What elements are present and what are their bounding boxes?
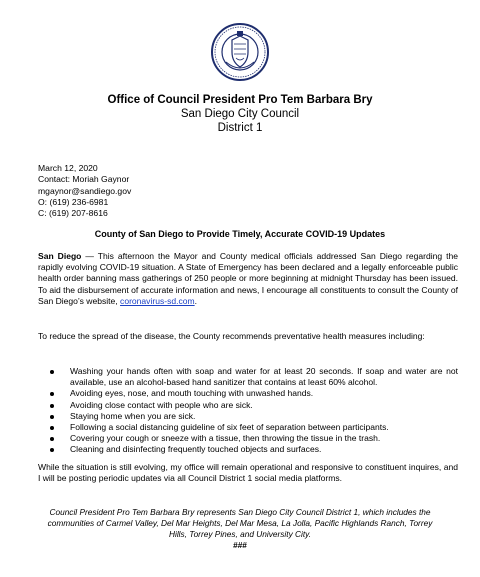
city-seal-icon xyxy=(210,22,270,82)
measures-list xyxy=(38,366,458,456)
end-mark: ### xyxy=(233,540,247,550)
list-item xyxy=(38,444,458,455)
district-name: District 1 xyxy=(217,122,263,134)
bullet-icon xyxy=(50,448,54,452)
bullet-icon xyxy=(50,392,54,396)
list-item-text: Staying home when you are sick. xyxy=(70,410,196,421)
intro-end: . xyxy=(194,295,197,306)
list-item xyxy=(38,411,458,422)
bullet-icon xyxy=(50,415,54,419)
county-website-link[interactable]: coronavirus-sd.com xyxy=(120,295,195,306)
cell-phone: C: (619) 207-8616 xyxy=(38,208,108,219)
list-item xyxy=(38,400,458,411)
list-item-text: Washing your hands often with soap and water for at least 20 seconds. If soap and water are not available, use an alcohol-based hand sanitizer that contains at least 60% alcohol. xyxy=(70,366,458,388)
list-item-text: Covering your cough or sneeze with a tissue, then throwing the tissue in the trash. xyxy=(70,433,381,444)
bullet-icon xyxy=(50,404,54,408)
list-item-text: Avoiding close contact with people who are sick. xyxy=(70,399,253,410)
contact-email: mgaynor@sandiego.gov xyxy=(38,185,132,196)
bullet-icon xyxy=(50,437,54,441)
bullet-icon xyxy=(50,370,54,374)
contact-name: Contact: Moriah Gaynor xyxy=(38,174,130,185)
dateline: San Diego xyxy=(38,251,82,261)
council-name: San Diego City Council xyxy=(180,108,300,120)
list-item-text: Avoiding eyes, nose, and mouth touching with unwashed hands. xyxy=(70,388,314,399)
list-item xyxy=(38,388,458,399)
paragraph-closing: While the situation is still evolving, my office will remain operational and responsive to constituent inquires, and I will be posting periodic updates via all Council District 1 social media platforms. xyxy=(38,462,458,484)
list-item xyxy=(38,433,458,444)
release-date: March 12, 2020 xyxy=(38,163,98,173)
list-item xyxy=(38,422,458,433)
list-item xyxy=(38,366,458,388)
contact-block xyxy=(38,163,131,219)
footer-note: Council President Pro Tem Barbara Bry represents San Diego City Council District 1, which includes the communities of Carmel Valley, Del Mar Heights, Del Mar Mesa, La Jolla, Pacific Highlands Ranch, Torrey Hills, Torrey Pines, and University City. xyxy=(47,507,433,539)
list-item-text: Cleaning and disinfecting frequently touched objects and surfaces. xyxy=(70,444,322,455)
headline: County of San Diego to Provide Timely, Accurate COVID-19 Updates xyxy=(94,229,386,239)
office-phone: O: (619) 236-6981 xyxy=(38,196,109,207)
bullet-icon xyxy=(50,426,54,430)
paragraph-intro xyxy=(38,251,458,307)
office-title: Office of Council President Pro Tem Barbara Bry xyxy=(107,94,373,106)
paragraph-measures: To reduce the spread of the disease, the County recommends preventative health measures including: xyxy=(38,331,425,341)
intro-text: — This afternoon the Mayor and County medical officials addressed San Diego regarding the rapidly evolving COVID-19 situation. A State of Emergency has been declared and a legally enforceable public health order banning mass gatherings of 250 people or more beginning at midnight Thursday has been issued. To aid the disbursement of accurate information and news, I encourage all constituents to consult the County of San Diego’s website, xyxy=(38,251,459,306)
list-item-text: Following a social distancing guideline of six feet of separation between participants. xyxy=(70,422,389,433)
